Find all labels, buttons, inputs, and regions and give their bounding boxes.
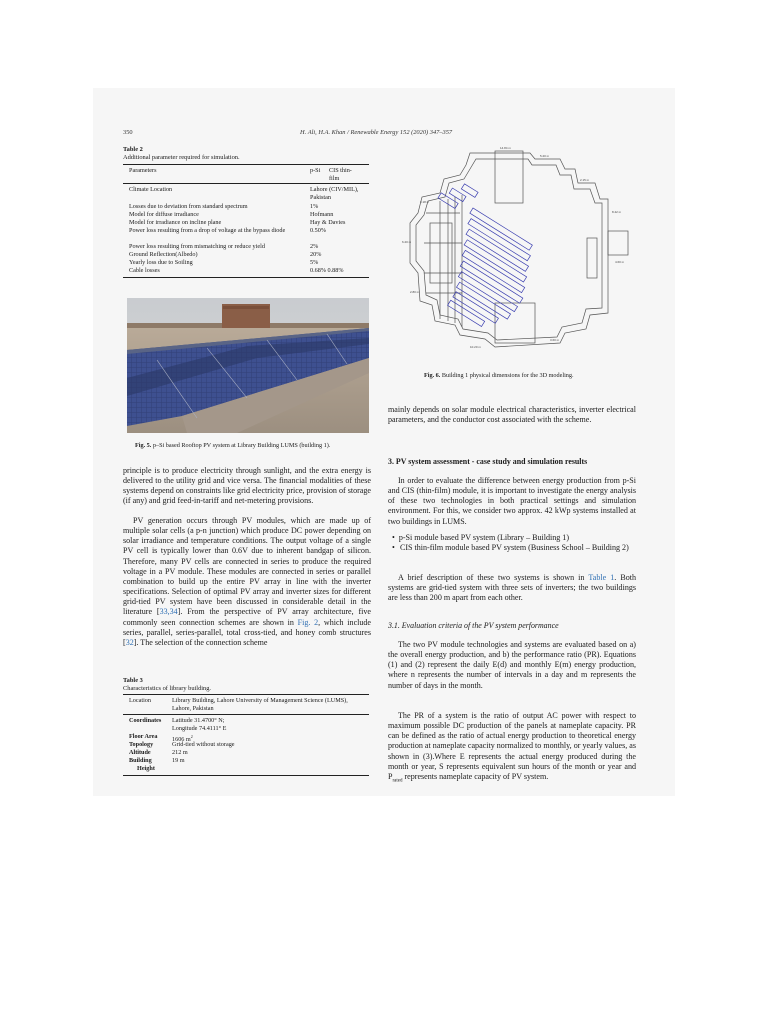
svg-text:4.60 m: 4.60 m (615, 260, 625, 264)
left-paragraph-1: principle is to produce electricity through sunlight, and the extra energy is delivered to the utility grid and vice versa. The financial modalities of these systems depend on constraints like grid electricity price, provision of storage (if any) and grid feed-in-tariff and net-metering provisions. (123, 466, 371, 506)
right-paragraph-4 (388, 711, 636, 787)
section-3-heading: 3. PV system assessment - case study and simulation results (388, 457, 588, 466)
table3-bottom-rule (123, 775, 369, 776)
fig5-caption (135, 442, 330, 449)
table3-floor-number: 1606 m (172, 736, 191, 744)
fig6-caption (424, 372, 574, 379)
table3-location-key: Location (129, 697, 151, 704)
table3-floor-key: Floor Area (129, 733, 158, 740)
svg-text:10.20 m: 10.20 m (470, 345, 481, 349)
table2-row-value: 0.50% (310, 227, 326, 234)
table3-topology-key: Topology (129, 741, 154, 748)
table2-header-psi: p-Si (310, 167, 321, 174)
table2-row: Ground Reflection(Albedo) (129, 251, 198, 258)
table3-caption: Characteristics of library building. (123, 685, 212, 692)
svg-text:6.20 m: 6.20 m (402, 240, 412, 244)
table3-floor-sup: 2 (190, 734, 193, 739)
table3-topology-value: Grid-tied without storage (172, 741, 235, 748)
svg-text:2.15 m: 2.15 m (580, 178, 590, 182)
table2-row: Power loss resulting from a drop of voltage at the bypass diode (129, 227, 286, 234)
right-p4-sub: rated (392, 778, 403, 784)
table2-label: Table 2 (123, 146, 143, 153)
bullet-2-text: CIS thin-film module based PV system (Business School – Building 2) (400, 543, 629, 552)
ref-33-34-link[interactable]: 33,34 (159, 607, 178, 617)
table2-row: Model for irradiance on incline plane (129, 219, 222, 226)
table3-coords-key: Coordinates (129, 717, 162, 724)
table3-height-key-line1: Building (129, 757, 152, 764)
svg-text:5.20 m: 5.20 m (540, 154, 550, 158)
right-paragraph-3: The two PV module technologies and systems are evaluated based on a) the overall energy production, and b) the performance ratio (PR). Equations (1) and (2) represent the daily E(d) and monthly E(m) energy production, where n represents the number of intervals in a day and m represents the number of days in the month. (388, 640, 636, 690)
fig6-caption-text: Building 1 physical dimensions for the 3D modeling. (441, 372, 574, 379)
table3-longitude: Longitude 74.4111° E (172, 725, 227, 732)
fig5-label: Fig. 5. (135, 442, 152, 449)
fig2-link[interactable]: Fig. 2 (297, 617, 319, 627)
fig5-caption-text: p–Si based Rooftop PV system at Library Building LUMS (building 1). (152, 442, 331, 449)
left-p2-text-a: PV generation occurs through PV modules, which are made up of multiple solar cells (a p-n junction) which produce DC power depending on solar irradiance and temperature conditions. The output voltage of a single PV cell is typically lower than 0.6V due to inherent bandgap of silicon. Therefore, many PV cells are connected in series to produce the required voltage in a PV module. These modules are connected in series or parallel combination to build up the entire PV array in line with the inverter specifications. Selection of optimal PV array and inverter sizes for different grid-tied PV system have been discussed in considerable detail in the literature [ (123, 516, 371, 617)
right-p2-text-a: A brief description of these two systems is shown in (398, 573, 589, 582)
bullet-1: • p-Si module based PV system (Library – Building 1) (392, 533, 570, 542)
rooftop-pv-photo (127, 298, 369, 433)
svg-text:2.80 m: 2.80 m (410, 290, 420, 294)
right-paragraph-0: mainly depends on solar module electrical characteristics, inverter electrical parameters, and the conductor cost associated with the scheme. (388, 405, 636, 425)
table3-top-rule (123, 694, 369, 695)
table2-row-value: Hay & Davies (310, 219, 346, 226)
rooftop-pv-photo-graphic (127, 298, 369, 433)
left-p2-text-c: , which include series, parallel, series-parallel, total cross-tied, and honey comb structures [ (123, 617, 371, 647)
table2-row-value: 2% (310, 243, 319, 250)
table2-top-rule (123, 164, 369, 165)
left-p2-text-b: ]. From the perspective of PV array architecture, five commonly seen connection schemes are shown in (123, 607, 371, 627)
table2-row-value: Hofmann (310, 211, 334, 218)
table2-row: Cable losses (129, 267, 160, 274)
table2-climate-param: Climate Location (129, 186, 173, 193)
table2-bottom-rule (123, 277, 369, 278)
table1-link[interactable]: Table 1 (588, 573, 615, 582)
right-p4-end: represents nameplate capacity of PV system. (402, 771, 549, 781)
bullet-1-text: p-Si module based PV system (Library – Building 1) (398, 533, 570, 542)
building-floorplan-graphic (400, 143, 640, 365)
table3-height-value: 19 m (172, 757, 185, 764)
page-number: 350 (123, 129, 133, 136)
table3-latitude: Latitude 31.4700° N; (172, 717, 225, 724)
table2-header-cis: CIS thin-film (329, 167, 352, 182)
journal-citation: H. Ali, H.A. Khan / Renewable Energy 152 (2020) 347–357 (300, 129, 453, 136)
table3-height-key-line2: Height (137, 765, 155, 772)
ref-32-link[interactable]: 32 (125, 637, 134, 647)
table2-row: Model for diffuse irradiance (129, 211, 199, 218)
table2-row-value: 0.68% 0.88% (310, 267, 344, 274)
table2-row: Losses due to deviation from standard spectrum (129, 203, 248, 210)
building-dimensions-diagram (400, 143, 640, 365)
left-paragraph-2 (123, 516, 371, 648)
table2-row: Power loss resulting from mismatching or reduce yield (129, 243, 265, 250)
svg-text:3.18 m: 3.18 m (420, 200, 430, 204)
table3-header-rule (123, 714, 369, 715)
svg-text:8.42 m: 8.42 m (612, 210, 622, 214)
bullet-2: • CIS thin-film module based PV system (Business School – Building 2) (392, 543, 636, 553)
table2-row: Yearly loss due to Soiling (129, 259, 193, 266)
table2-caption: Additional parameter required for simulation. (123, 154, 240, 161)
table2-header-parameters: Parameters (129, 167, 157, 174)
table2-row-value: 1% (310, 203, 319, 210)
right-p2-text-b: . Both systems are grid-tied system with three sets of inverters; the two buildings are less than 200 m apart from each other. (388, 573, 636, 603)
table3-altitude-value: 212 m (172, 749, 188, 756)
right-paragraph-1: In order to evaluate the difference between energy production from p-Si and CIS (thin-film) module, it is important to investigate the energy analysis of these two technologies in both practical settings and simulation environment. For this, we consider two approx. 42 kWp systems installed at two buildings in LUMS. (388, 476, 636, 526)
section-3-1-heading: 3.1. Evaluation criteria of the PV system performance (388, 621, 559, 630)
fig6-label: Fig. 6. (424, 372, 441, 379)
left-p2-text-d: ]. The selection of the connection scheme (133, 637, 268, 647)
table2-header-rule (123, 183, 369, 184)
right-paragraph-2 (388, 573, 636, 603)
svg-text:14.84 m: 14.84 m (500, 146, 511, 150)
right-p4-text: The PR of a system is the ratio of output AC power with respect to maximum possible DC production of the panels at nameplate capacity. PR can be defined as the ratio of actual energy production to theoretical energy production at nameplate capacity normalized to monthly, or yearly values, as shown in (3).Where E represents the actual energy produced during the month or year, S represents equivalent sun hours of the month or year and P (388, 711, 636, 781)
table3-label: Table 3 (123, 677, 143, 684)
table3-location-value: Library Building, Lahore University of Management Science (LUMS), Lahore, Pakistan (172, 697, 348, 712)
table3-altitude-key: Altitude (129, 749, 151, 756)
table2-row-value: 20% (310, 251, 322, 258)
svg-text:3.60 m: 3.60 m (550, 338, 560, 342)
table2-row-value: 5% (310, 259, 319, 266)
table2-climate-value: Lahore (CIV/MIL), Pakistan (310, 186, 359, 201)
